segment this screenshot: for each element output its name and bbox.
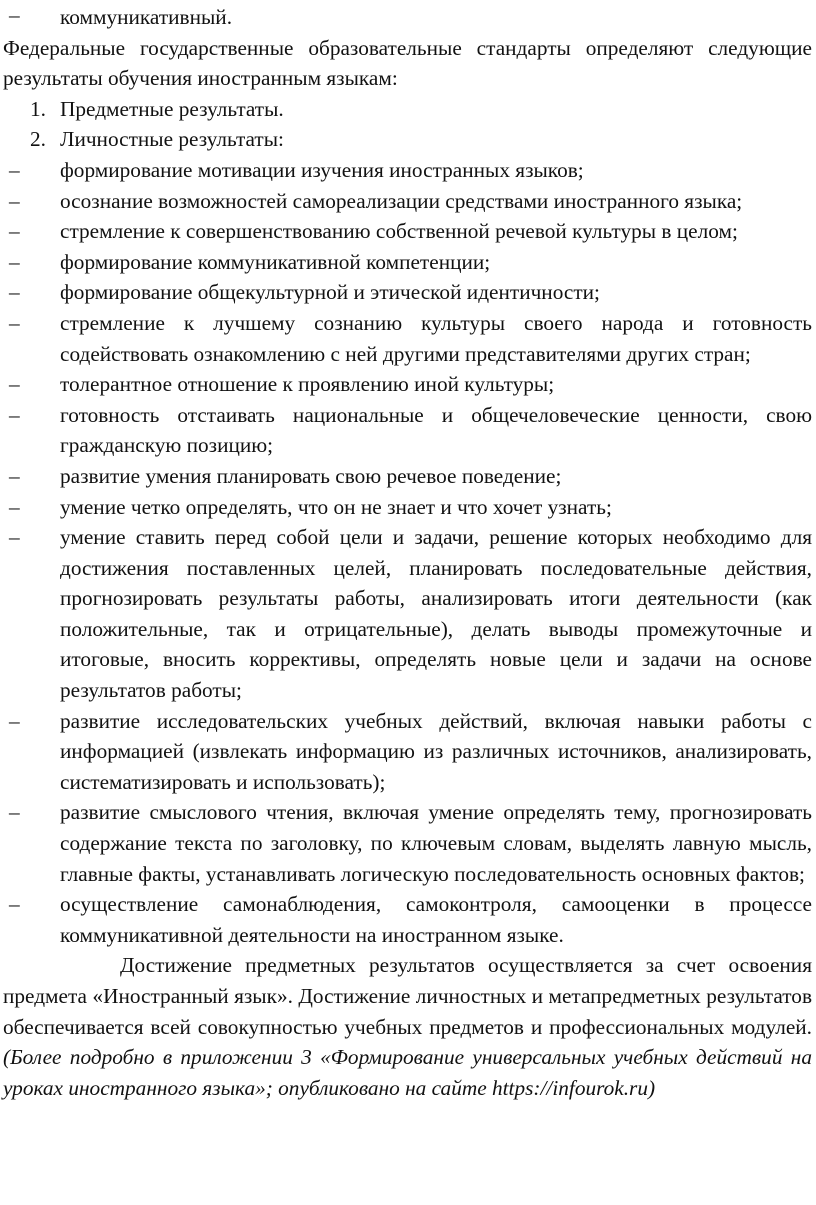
list-item-text: умение ставить перед собой цели и задачи, решение которых необходимо для достижения поставленных целей, планировать последовательные действия, прогнозировать результаты работы, анализировать итоги деятельности (как положительные, так и отрицательные), делать выводы промежуточные и итоговые, вносить коррективы, определять новые цели и задачи на основе результатов работы; [60, 525, 812, 703]
list-item-text: стремление к совершенствованию собственной речевой культуры в целом; [60, 219, 738, 244]
list-item-text: толерантное отношение к проявлению иной культуры; [60, 372, 555, 397]
list-item [0, 461, 816, 492]
dash-marker: – [9, 402, 20, 427]
list-item-text: формирование мотивации изучения иностранных языков; [60, 157, 584, 182]
list-item-text: коммуникативный. [60, 5, 233, 29]
numbered-item-text: Предметные результаты. [60, 96, 284, 121]
list-item-text: стремление к лучшему сознанию культуры своего народа и готовность содействовать ознакомлению с ней другими представителями других стран; [60, 310, 812, 366]
dash-marker: – [9, 463, 20, 488]
list-item [0, 522, 816, 706]
dash-marker: – [9, 708, 20, 733]
numbered-item [0, 94, 816, 125]
dash-marker: – [9, 494, 20, 519]
list-item [0, 369, 816, 400]
dash-marker: – [9, 800, 20, 825]
intro-paragraph: Федеральные государственные образовательные стандарты определяют следующие результаты обучения иностранным языкам: [3, 35, 812, 91]
list-item-text: развитие умения планировать свою речевое поведение; [60, 463, 562, 488]
closing-text: Достижение предметных результатов осуществляется за счет освоения предмета «Иностранный язык». Достижение личностных и метапредметных результатов обеспечивается всей совокупностью учебных предметов и профессиональных модулей. [3, 953, 812, 1039]
list-item-text: готовность отстаивать национальные и общечеловеческие ценности, свою гражданскую позицию; [60, 402, 812, 458]
list-item-text: умение четко определять, что он не знает и что хочет узнать; [60, 494, 612, 519]
list-item [0, 247, 816, 278]
list-item-text: развитие смыслового чтения, включая умение определять тему, прогнозировать содержание текста по заголовку, по ключевым словам, выделять лавную мысль, главные факты, устанавливать логическую последовательность основных фактов; [60, 800, 812, 886]
list-item [0, 155, 816, 186]
list-item-text: осознание возможностей самореализации средствами иностранного языка; [60, 188, 743, 213]
list-item [0, 706, 816, 798]
numbered-item [0, 124, 816, 155]
list-item [0, 186, 816, 217]
dash-marker: – [9, 310, 20, 335]
number-marker: 1. [30, 96, 46, 121]
list-item [0, 277, 816, 308]
list-item-text: развитие исследовательских учебных действий, включая навыки работы с информацией (извлекать информацию из различных источников, анализировать, систематизировать и использовать); [60, 708, 812, 794]
list-item [0, 889, 816, 950]
dash-marker: – [9, 3, 20, 27]
dash-marker: – [9, 157, 20, 182]
dash-marker: – [9, 249, 20, 274]
list-item [0, 400, 816, 461]
dash-marker: – [9, 219, 20, 244]
list-item [0, 492, 816, 523]
closing-paragraph [0, 950, 816, 1103]
list-item [0, 216, 816, 247]
list-item-text: формирование общекультурной и этической идентичности; [60, 280, 600, 305]
number-marker: 2. [30, 127, 46, 152]
dash-marker: – [9, 188, 20, 213]
numbered-item-text: Личностные результаты: [60, 127, 284, 152]
list-item [0, 0, 816, 33]
list-item [0, 797, 816, 889]
dash-marker: – [9, 892, 20, 917]
closing-italic-note: (Более подробно в приложении 3 «Формирование универсальных учебных действий на уроках иностранного языка»; опубликовано на сайте https://infourok.ru) [3, 1045, 812, 1100]
dash-marker: – [9, 525, 20, 550]
list-item-text: формирование коммуникативной компетенции; [60, 249, 491, 274]
list-item-text: осуществление самонаблюдения, самоконтроля, самооценки в процессе коммуникативной деятельности на иностранном языке. [60, 892, 812, 947]
dash-marker: – [9, 372, 20, 397]
list-item [0, 308, 816, 369]
dash-marker: – [9, 280, 20, 305]
